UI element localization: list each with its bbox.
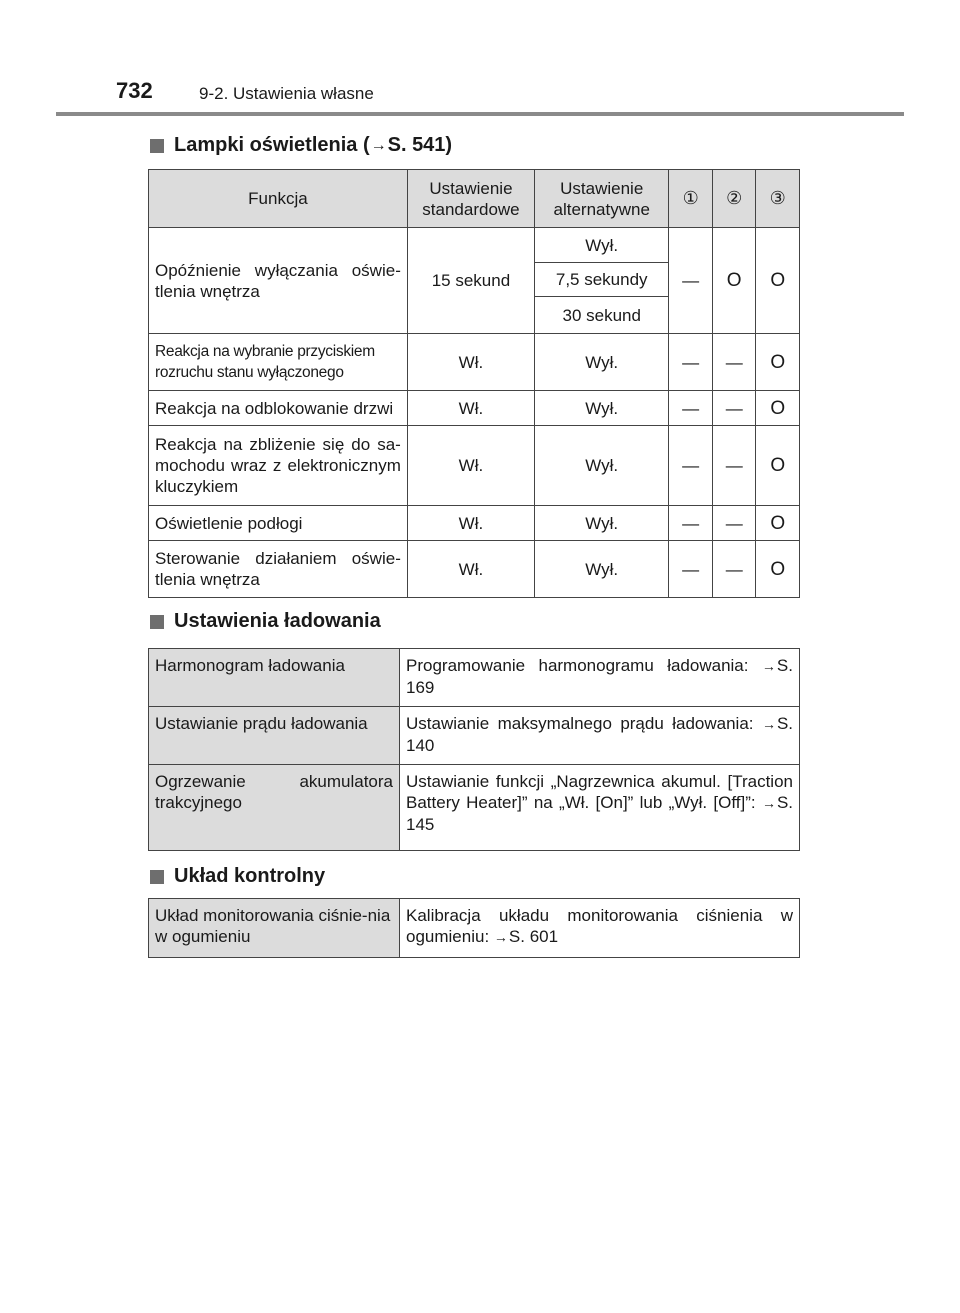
arrow-right-icon: → — [493, 929, 508, 945]
table-row — [149, 228, 800, 263]
section-heading-charging — [150, 610, 381, 633]
charging-table — [148, 648, 800, 851]
function-cell: Opóźnienie wyłączania oświe-tlenia wnętrza — [149, 228, 408, 334]
alternative-cell: 30 sekund — [535, 297, 669, 334]
function-cell: Oświetlenie podłogi — [149, 506, 408, 541]
dash-cell: — — [669, 541, 713, 598]
setting-description — [400, 707, 800, 765]
table-row — [149, 426, 800, 506]
header-function: Funkcja — [149, 170, 408, 228]
default-cell: Wł. — [407, 391, 534, 426]
table-row — [149, 506, 800, 541]
default-cell: Wł. — [407, 334, 534, 391]
section-heading-lights — [150, 134, 452, 157]
circle-cell: O — [756, 391, 800, 426]
square-bullet-icon — [150, 139, 164, 153]
section-ref: S. 541) — [387, 134, 453, 156]
dash-cell: — — [669, 228, 713, 334]
alternative-cell: Wył. — [535, 391, 669, 426]
header-col-3: ③ — [756, 170, 800, 228]
dash-cell: — — [712, 506, 756, 541]
page-reference: S. 145 — [406, 793, 793, 834]
dash-cell: — — [712, 334, 756, 391]
circle-cell: O — [756, 426, 800, 506]
page-header — [0, 78, 960, 118]
dash-cell: — — [669, 426, 713, 506]
function-cell: Reakcja na odblokowanie drzwi — [149, 391, 408, 426]
table-row — [149, 391, 800, 426]
page-reference: S. 169 — [406, 656, 793, 697]
circle-cell: O — [756, 506, 800, 541]
circle-cell: O — [756, 228, 800, 334]
function-cell: Reakcja na zbliżenie się do sa-mochodu wraz z elektronicznym kluczykiem — [149, 426, 408, 506]
chapter-title: 9-2. Ustawienia własne — [199, 84, 374, 103]
page-reference: S. 140 — [406, 714, 794, 755]
function-cell: Reakcja na wybranie przyciskiem rozruchu stanu wyłączonego — [149, 334, 408, 391]
description-text: Kalibracja układu monitorowania ciśnienia w ogumieniu: — [406, 906, 793, 946]
circle-cell: O — [712, 228, 756, 334]
alternative-cell: Wył. — [535, 506, 669, 541]
setting-label: Harmonogram ładowania — [149, 649, 400, 707]
square-bullet-icon — [150, 615, 164, 629]
alternative-cell: Wył. — [535, 228, 669, 263]
setting-description — [400, 765, 800, 851]
alternative-cell: Wył. — [535, 334, 669, 391]
square-bullet-icon — [150, 870, 164, 884]
alternative-cell: 7,5 sekundy — [535, 263, 669, 297]
table-row — [149, 899, 800, 958]
section-title: Ustawienia ładowania — [174, 610, 381, 632]
header-col-1: ① — [669, 170, 713, 228]
arrow-right-icon: → — [370, 136, 387, 154]
dash-cell: — — [669, 391, 713, 426]
table-row — [149, 765, 800, 851]
header-alternative: Ustawienie alternatywne — [535, 170, 669, 228]
dash-cell: — — [712, 426, 756, 506]
page-reference: S. 601 — [508, 927, 559, 946]
circle-cell: O — [756, 541, 800, 598]
section-title: Lampki oświetlenia ( — [174, 134, 370, 156]
header-divider — [56, 112, 904, 116]
header-default: Ustawienie standardowe — [407, 170, 534, 228]
setting-description — [400, 649, 800, 707]
setting-label: Ogrzewanie akumulatora trakcyjnego — [149, 765, 400, 851]
setting-description — [400, 899, 800, 958]
table-row — [149, 649, 800, 707]
default-cell: Wł. — [407, 426, 534, 506]
page-number: 732 — [116, 78, 153, 103]
alternative-cell: Wył. — [535, 541, 669, 598]
setting-label: Ustawianie prądu ładowania — [149, 707, 400, 765]
dash-cell: — — [712, 391, 756, 426]
arrow-right-icon: → — [761, 716, 776, 732]
dash-cell: — — [669, 334, 713, 391]
header-col-2: ② — [712, 170, 756, 228]
circle-cell: O — [756, 334, 800, 391]
table-row — [149, 334, 800, 391]
description-text: Ustawianie maksymalnego prądu ładowania: — [406, 714, 754, 733]
setting-label: Układ monitorowania ciśnie-nia w ogumieniu — [149, 899, 400, 958]
dash-cell: — — [669, 506, 713, 541]
function-cell: Sterowanie działaniem oświe-tlenia wnętrza — [149, 541, 408, 598]
description-text: Ustawianie funkcji „Nagrzewnica akumul. [Traction Battery Heater]” na „Wł. [On]” lub „Wył. [Off]”: — [406, 772, 793, 812]
table-row — [149, 541, 800, 598]
control-table — [148, 898, 800, 958]
arrow-right-icon: → — [761, 658, 776, 674]
table-row — [149, 707, 800, 765]
lights-table — [148, 169, 800, 598]
description-text: Programowanie harmonogramu ładowania: — [406, 656, 749, 675]
default-cell: Wł. — [407, 541, 534, 598]
section-heading-control — [150, 865, 325, 888]
arrow-right-icon: → — [761, 795, 776, 811]
alternative-cell: Wył. — [535, 426, 669, 506]
default-cell: Wł. — [407, 506, 534, 541]
section-title: Układ kontrolny — [174, 865, 326, 887]
default-cell: 15 sekund — [407, 228, 534, 334]
table-header-row — [149, 170, 800, 228]
dash-cell: — — [712, 541, 756, 598]
